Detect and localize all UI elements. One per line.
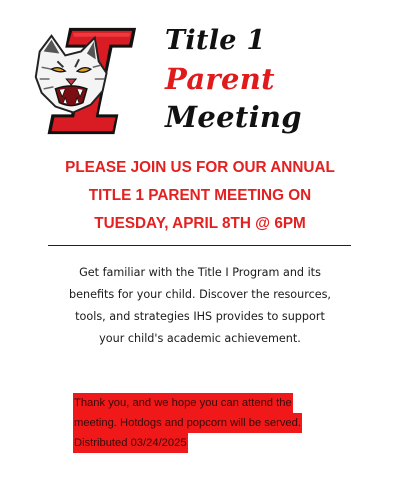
- footer-line: Distributed 03/24/2025: [73, 433, 188, 453]
- invitation-headline: [30, 154, 370, 238]
- title-line-3: Meeting: [165, 100, 302, 134]
- headline-line: TUESDAY, APRIL 8TH @ 6PM: [94, 215, 306, 232]
- body-line: your child's academic achievement.: [99, 332, 301, 345]
- footer-line: Thank you, and we hope you can attend the: [73, 393, 293, 413]
- flyer-title: [165, 22, 385, 136]
- body-line: benefits for your child. Discover the resources,: [69, 288, 331, 301]
- program-description: [26, 262, 374, 350]
- title-line-2: Parent: [165, 62, 275, 96]
- title-line-1: Title 1: [165, 25, 266, 56]
- body-line: Get familiar with the Title I Program and its: [79, 266, 321, 279]
- footer-line: meeting. Hotdogs and popcorn will be served.: [73, 413, 302, 433]
- headline-line: TITLE 1 PARENT MEETING ON: [88, 187, 312, 204]
- thank-you-note: [73, 393, 333, 453]
- wildcat-logo-icon: [22, 22, 140, 140]
- headline-line: PLEASE JOIN US FOR OUR ANNUAL: [65, 159, 335, 176]
- body-line: tools, and strategies IHS provides to support: [75, 310, 325, 323]
- divider: [48, 245, 351, 246]
